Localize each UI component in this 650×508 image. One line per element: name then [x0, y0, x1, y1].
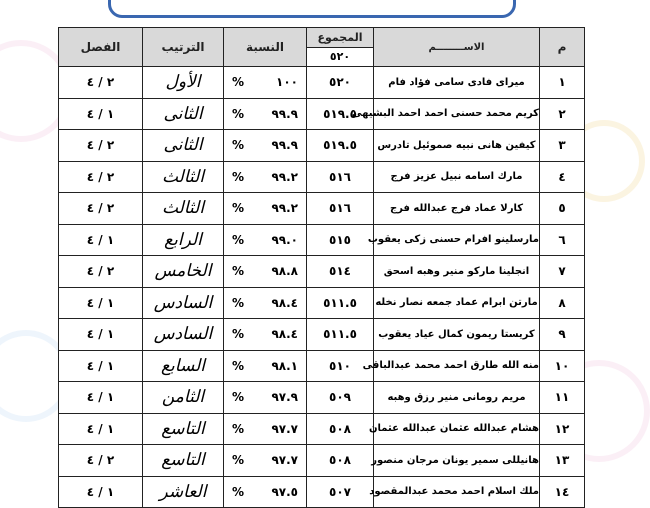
percent-value: ٩٧.٧ [271, 421, 298, 436]
row-percent [224, 256, 307, 288]
row-percent [224, 224, 307, 256]
row-index: ٢ [540, 98, 585, 130]
header-name: الاســــــــم [374, 28, 540, 67]
table-row [59, 256, 585, 288]
table-row [59, 382, 585, 414]
row-total: ٥٠٨ [307, 413, 374, 445]
student-name: كيفين هانى نبيه صموئيل تادرس [374, 130, 540, 162]
percent-sign: % [232, 358, 245, 373]
percent-wrap [224, 422, 306, 436]
row-index: ١٣ [540, 445, 585, 477]
percent-value: ٩٩.٢ [271, 201, 298, 216]
row-total: ٥١١.٥ [307, 287, 374, 319]
row-class: ٢ / ٤ [59, 161, 143, 193]
percent-sign: % [232, 232, 245, 247]
row-class: ١ / ٤ [59, 98, 143, 130]
row-class: ٢ / ٤ [59, 256, 143, 288]
percent-wrap [224, 453, 306, 467]
row-total: ٥٠٩ [307, 382, 374, 414]
student-name: مارتن ابرام عماد جمعه نصار نخله [374, 287, 540, 319]
row-index: ٧ [540, 256, 585, 288]
row-total: ٥١٩.٥ [307, 98, 374, 130]
percent-sign: % [232, 106, 245, 121]
row-total: ٥١٠ [307, 350, 374, 382]
percent-sign: % [232, 390, 245, 405]
percent-wrap [224, 327, 306, 341]
row-class: ٢ / ٤ [59, 67, 143, 99]
percent-sign: % [232, 138, 245, 153]
row-index: ٨ [540, 287, 585, 319]
row-index: ٦ [540, 224, 585, 256]
row-total: ٥١٦ [307, 161, 374, 193]
percent-wrap [224, 485, 306, 499]
row-index: ٣ [540, 130, 585, 162]
row-class: ١ / ٤ [59, 224, 143, 256]
student-name: كارلا عماد فرج عبدالله فرج [374, 193, 540, 225]
percent-value: ٩٨.٤ [271, 327, 298, 342]
row-index: ١٠ [540, 350, 585, 382]
row-index: ١٤ [540, 476, 585, 508]
row-percent [224, 130, 307, 162]
results-table [58, 27, 585, 508]
header-total-max: ٥٢٠ [307, 47, 374, 67]
row-total: ٥١١.٥ [307, 319, 374, 351]
table-row [59, 193, 585, 225]
percent-wrap [224, 359, 306, 373]
table-row [59, 350, 585, 382]
row-rank: التاسع [143, 445, 224, 477]
header-index: م [540, 28, 585, 67]
percent-value: ٩٨.١ [271, 358, 298, 373]
row-percent [224, 476, 307, 508]
student-name: ميراى فادى سامى فؤاد فام [374, 67, 540, 99]
row-class: ١ / ٤ [59, 413, 143, 445]
row-class: ١ / ٤ [59, 350, 143, 382]
percent-sign: % [232, 201, 245, 216]
percent-value: ٩٧.٩ [271, 390, 298, 405]
row-class: ١ / ٤ [59, 319, 143, 351]
row-rank: الأول [143, 67, 224, 99]
student-name: مارسلينو افرام حسنى زكى يعقوب [374, 224, 540, 256]
percent-value: ١٠٠ [276, 75, 298, 90]
percent-wrap [224, 138, 306, 152]
percent-wrap [224, 170, 306, 184]
student-name: منه الله طارق احمد محمد عبدالباقى [374, 350, 540, 382]
student-name: هشام عبدالله عثمان عبدالله عثمان [374, 413, 540, 445]
percent-value: ٩٧.٧ [271, 453, 298, 468]
row-percent [224, 382, 307, 414]
percent-wrap [224, 296, 306, 310]
percent-value: ٩٨.٨ [271, 264, 298, 279]
student-name: انجلينا ماركو منير وهبه اسحق [374, 256, 540, 288]
table-row [59, 130, 585, 162]
row-rank: السادس [143, 287, 224, 319]
percent-sign: % [232, 453, 245, 468]
row-percent [224, 445, 307, 477]
percent-sign: % [232, 327, 245, 342]
row-rank: الخامس [143, 256, 224, 288]
table-row [59, 161, 585, 193]
row-rank: الثالث [143, 193, 224, 225]
percent-wrap [224, 390, 306, 404]
percent-value: ٩٩.٢ [271, 169, 298, 184]
student-name: هانيللى سمير يونان مرجان منصور [374, 445, 540, 477]
percent-wrap [224, 201, 306, 215]
row-rank: الثانى [143, 130, 224, 162]
table-row [59, 476, 585, 508]
row-total: ٥٠٧ [307, 476, 374, 508]
header-rank: الترتيب [143, 28, 224, 67]
row-percent [224, 319, 307, 351]
percent-sign: % [232, 169, 245, 184]
row-rank: السابع [143, 350, 224, 382]
table-row [59, 67, 585, 99]
row-index: ١٢ [540, 413, 585, 445]
row-percent [224, 193, 307, 225]
row-total: ٥١٤ [307, 256, 374, 288]
percent-value: ٩٩.٩ [271, 138, 298, 153]
row-total: ٥٠٨ [307, 445, 374, 477]
table-row [59, 445, 585, 477]
percent-value: ٩٧.٥ [271, 484, 298, 499]
student-name: كريم محمد حسنى احمد احمد البشيهى [374, 98, 540, 130]
row-class: ١ / ٤ [59, 382, 143, 414]
row-percent [224, 67, 307, 99]
percent-value: ٩٩.٩ [271, 106, 298, 121]
student-name: مارك اسامه نبيل عزيز فرج [374, 161, 540, 193]
row-index: ٥ [540, 193, 585, 225]
row-class: ٢ / ٤ [59, 130, 143, 162]
row-class: ١ / ٤ [59, 476, 143, 508]
row-class: ١ / ٤ [59, 287, 143, 319]
percent-sign: % [232, 295, 245, 310]
row-percent [224, 161, 307, 193]
percent-sign: % [232, 75, 245, 90]
percent-wrap [224, 75, 306, 89]
row-class: ٢ / ٤ [59, 445, 143, 477]
table-row [59, 319, 585, 351]
percent-sign: % [232, 484, 245, 499]
header-total: المجموع [307, 28, 374, 48]
row-total: ٥٢٠ [307, 67, 374, 99]
row-rank: السادس [143, 319, 224, 351]
header-class: الفصل [59, 28, 143, 67]
row-index: ١ [540, 67, 585, 99]
row-rank: الثالث [143, 161, 224, 193]
table-row [59, 413, 585, 445]
table-row [59, 287, 585, 319]
student-name: مريم رومانى منير رزق وهبه [374, 382, 540, 414]
row-percent [224, 287, 307, 319]
percent-wrap [224, 233, 306, 247]
row-percent [224, 413, 307, 445]
percent-wrap [224, 107, 306, 121]
row-rank: الثامن [143, 382, 224, 414]
percent-value: ٩٨.٤ [271, 295, 298, 310]
row-percent [224, 350, 307, 382]
table-row [59, 98, 585, 130]
row-index: ٩ [540, 319, 585, 351]
row-rank: التاسع [143, 413, 224, 445]
row-total: ٥١٩.٥ [307, 130, 374, 162]
table-row [59, 224, 585, 256]
row-index: ١١ [540, 382, 585, 414]
header-percent: النسبة [224, 28, 307, 67]
title-banner [108, 0, 516, 18]
student-name: كريستا ريمون كمال عياد يعقوب [374, 319, 540, 351]
row-total: ٥١٥ [307, 224, 374, 256]
row-rank: العاشر [143, 476, 224, 508]
student-name: ملك اسلام احمد محمد عبدالمقصود [374, 476, 540, 508]
row-index: ٤ [540, 161, 585, 193]
row-class: ٢ / ٤ [59, 193, 143, 225]
percent-sign: % [232, 421, 245, 436]
percent-wrap [224, 264, 306, 278]
header-row [59, 28, 585, 48]
percent-sign: % [232, 264, 245, 279]
percent-value: ٩٩.٠ [271, 232, 298, 247]
row-rank: الثانى [143, 98, 224, 130]
row-percent [224, 98, 307, 130]
row-rank: الرابع [143, 224, 224, 256]
results-body [59, 67, 585, 508]
row-total: ٥١٦ [307, 193, 374, 225]
